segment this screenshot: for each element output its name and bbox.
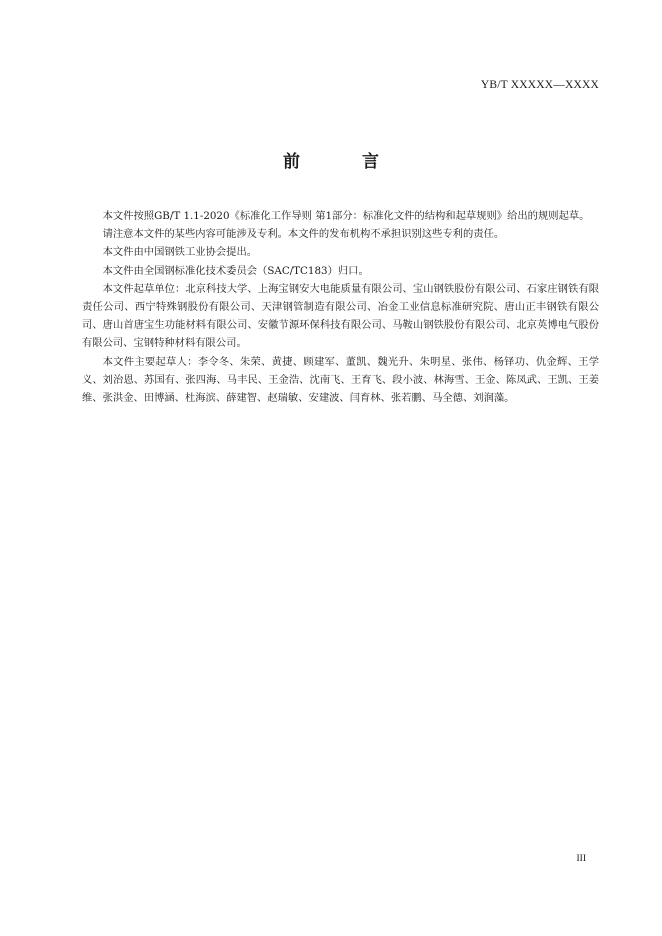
page-title: 前 言 — [283, 152, 407, 172]
page-number: III — [576, 854, 586, 864]
paragraph-drafting-units: 本文件起草单位：北京科技大学、上海宝钢安大电能质量有限公司、宝山钢铁股份有限公司、石家庄钢铁有限责任公司、西宁特殊钢股份有限公司、天津钢管制造有限公司、冶金工业信息标准研究院、唐山正丰钢铁有限公司、唐山首唐宝生功能材料有限公司、安徽节源环保科技有限公司、马鞍山钢铁股份有限公司、北京英博电气股份有限公司、宝钢特种材料有限公司。 — [82, 282, 599, 350]
foreword-body — [82, 207, 599, 407]
paragraph-technical-committee: 本文件由全国钢标准化技术委员会（SAC/TC183）归口。 — [102, 264, 369, 277]
paragraph-drafting-rules: 本文件按照GB/T 1.1-2020《标准化工作导则 第1部分：标准化文件的结构和起草规则》给出的规则起草。 — [102, 210, 590, 222]
paragraph-main-drafters: 本文件主要起草人：李令冬、朱荣、黄捷、顾建军、董凯、魏光升、朱明星、张伟、杨铎功、仇金辉、王学义、刘治恩、苏国有、张四海、马丰民、王金浩、沈南飞、王育飞、段小波、林海雪、王金、陈凤武、王凯、王姜维、张洪金、田博涵、杜海滨、薛建智、赵瑞敏、安建波、闫育林、张若鹏、马全德、刘润藻。 — [82, 355, 599, 405]
document-code: YB/T XXXXX—XXXX — [480, 79, 599, 91]
paragraph-proposer: 本文件由中国钢铁工业协会提出。 — [102, 246, 258, 259]
paragraph-patent-notice: 请注意本文件的某些内容可能涉及专利。本文件的发布机构不承担识别这些专利的责任。 — [102, 228, 505, 241]
